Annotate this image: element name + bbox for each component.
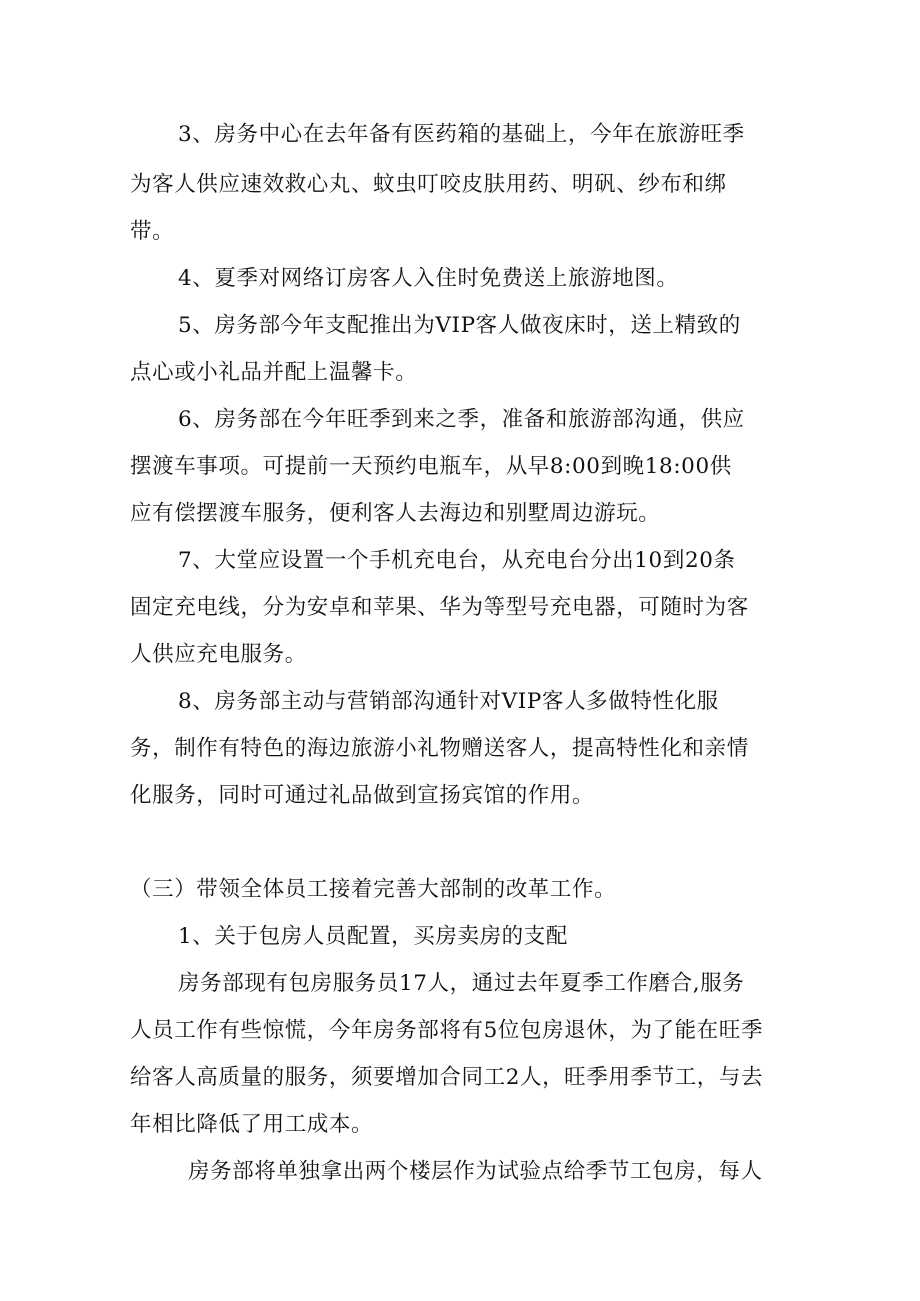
subsection-1-heading: 1、关于包房人员配置，买房卖房的支配 [178,924,568,949]
staffing-paragraph-line-2: 人员工作有些惊慌，今年房务部将有5位包房退休，为了能在旺季 [130,1018,764,1043]
paragraph-7-line-2: 固定充电线，分为安卓和苹果、华为等型号充电器，可随时为客 [130,595,749,620]
paragraph-5-line-1: 5、房务部今年支配推出为VIP客人做夜床时，送上精致的 [178,313,741,338]
paragraph-3-line-2: 为客人供应速效救心丸、蚊虫叮咬皮肤用药、明矾、纱布和绑 [130,172,727,197]
paragraph-6-line-1: 6、房务部在今年旺季到来之季，准备和旅游部沟通，供应 [178,407,745,432]
paragraph-7-line-3: 人供应充电服务。 [130,642,307,667]
section-heading: （三）带领全体员工接着完善大部制的改革工作。 [130,877,617,902]
paragraph-3-line-3: 带。 [130,219,175,244]
paragraph-3-line-1: 3、房务中心在去年备有医药箱的基础上，今年在旅游旺季 [178,122,745,147]
seasonal-floors-paragraph-line-1: 房务部将单独拿出两个楼层作为试验点给季节工包房，每人 [188,1159,763,1184]
paragraph-6-line-3: 应有偿摆渡车服务，便利客人去海边和别墅周边游玩。 [130,501,661,526]
paragraph-8-line-1: 8、房务部主动与营销部沟通针对VIP客人多做特性化服 [178,689,719,714]
paragraph-8-line-2: 务，制作有特色的海边旅游小礼物赠送客人，提高特性化和亲情 [130,736,749,761]
paragraph-5-line-2: 点心或小礼品并配上温馨卡。 [130,360,418,385]
staffing-paragraph-line-3: 给客人高质量的服务，须要增加合同工2人，旺季用季节工，与去 [130,1065,764,1090]
paragraph-7-line-1: 7、大堂应设置一个手机充电台，从充电台分出10到20条 [178,548,736,573]
staffing-paragraph-line-1: 房务部现有包房服务员17人，通过去年夏季工作磨合,服务 [178,971,745,996]
paragraph-4-line-1: 4、夏季对网络订房客人入住时免费送上旅游地图。 [178,266,679,291]
paragraph-8-line-3: 化服务，同时可通过礼品做到宣扬宾馆的作用。 [130,783,595,808]
staffing-paragraph-line-4: 年相比降低了用工成本。 [130,1112,374,1137]
paragraph-6-line-2: 摆渡车事项。可提前一天预约电瓶车，从早8:00到晚18:00供 [130,454,732,479]
